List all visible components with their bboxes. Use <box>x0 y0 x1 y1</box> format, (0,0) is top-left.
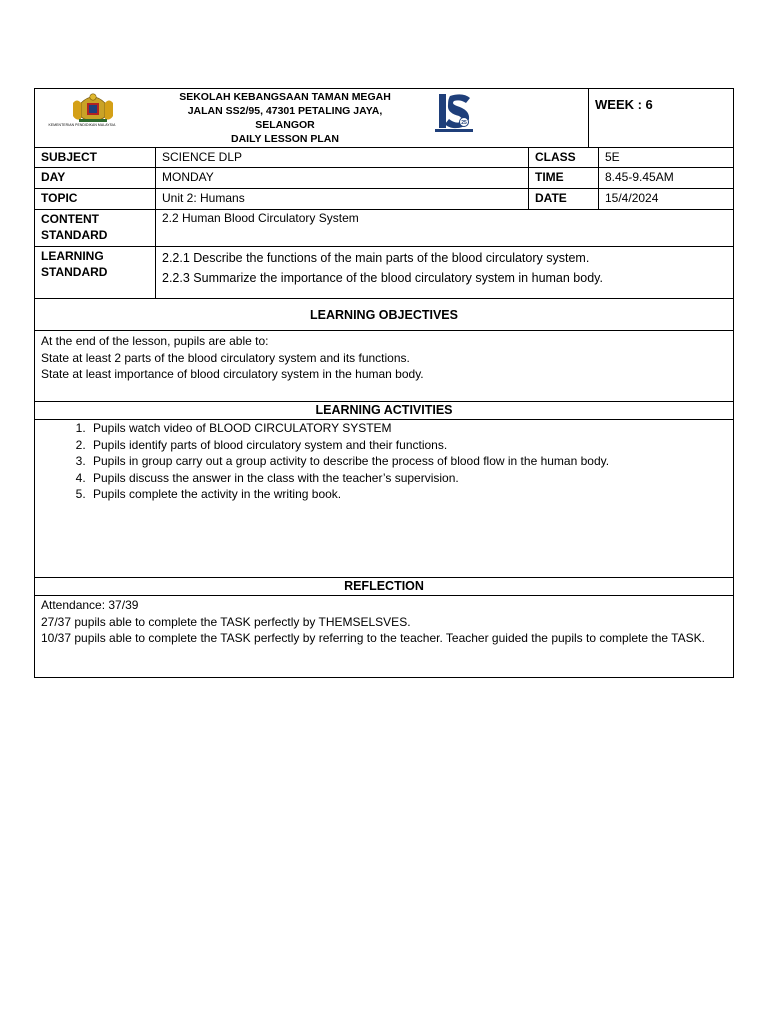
learning-activities-content <box>34 420 734 578</box>
time-label: TIME <box>528 168 598 188</box>
learning-activities-heading: LEARNING ACTIVITIES <box>34 402 734 420</box>
subject-value: SCIENCE DLP <box>155 148 528 167</box>
content-standard-row <box>34 210 734 247</box>
learning-standard-label <box>35 247 155 298</box>
date-value: 15/4/2024 <box>598 189 733 209</box>
day-row <box>34 168 734 189</box>
objective-line: State at least importance of blood circulatory system in the human body. <box>41 367 424 381</box>
date-label: DATE <box>528 189 598 209</box>
address-line-1: JALAN SS2/95, 47301 PETALING JAYA, <box>187 105 383 117</box>
reflection-content <box>34 596 734 678</box>
time-value: 8.45-9.45AM <box>598 168 733 188</box>
topic-value: Unit 2: Humans <box>155 189 528 209</box>
learning-standard-item: 2.2.3 Summarize the importance of the blood circulatory system in human body. <box>162 271 603 285</box>
activity-item: 1. Pupils watch video of BLOOD CIRCULATORY SYSTEM <box>89 420 733 437</box>
lesson-plan-document <box>34 88 734 678</box>
day-value: MONDAY <box>155 168 528 188</box>
header-row <box>34 88 734 148</box>
school-name: SEKOLAH KEBANGSAAN TAMAN MEGAH <box>179 91 391 103</box>
activity-item: 3. Pupils in group carry out a group activity to describe the process of blood flow in the human body. <box>89 453 733 470</box>
svg-text:25: 25 <box>461 120 467 126</box>
ministry-caption: KEMENTERIAN PENDIDIKAN MALAYSIA <box>48 123 116 127</box>
learning-standard-label-line-1: LEARNING <box>41 249 104 263</box>
activities-list <box>35 420 733 503</box>
topic-label: TOPIC <box>41 191 78 205</box>
reflection-line: Attendance: 37/39 <box>41 598 139 612</box>
address-line-2: SELANGOR <box>255 119 315 131</box>
learning-standard-item: 2.2.1 Describe the functions of the main parts of the blood circulatory system. <box>162 251 590 265</box>
learning-standard-value <box>155 247 733 298</box>
objective-line: At the end of the lesson, pupils are able to: <box>41 334 269 348</box>
content-standard-label-line-1: CONTENT <box>41 212 99 226</box>
subject-label: SUBJECT <box>41 150 98 164</box>
day-label: DAY <box>41 170 66 184</box>
learning-standard-row <box>34 247 734 299</box>
plan-title: DAILY LESSON PLAN <box>231 133 339 145</box>
content-standard-value: 2.2 Human Blood Circulatory System <box>155 210 733 246</box>
reflection-line: 27/37 pupils able to complete the TASK perfectly by THEMSELSVES. <box>41 614 411 629</box>
subject-row <box>34 148 734 168</box>
reflection-line: 10/37 pupils able to complete the TASK perfectly by referring to the teacher. Teacher guided the pupils to complete the TASK. <box>41 631 705 645</box>
activity-item: 2. Pupils identify parts of blood circulatory system and their functions. <box>89 437 733 454</box>
learning-standard-label-line-2: STANDARD <box>41 265 108 279</box>
content-standard-label-line-2: STANDARD <box>41 228 108 242</box>
activity-item: 4. Pupils discuss the answer in the class with the teacher’s supervision. <box>89 470 733 487</box>
learning-objectives-content <box>34 331 734 402</box>
week-cell: WEEK : 6 <box>588 89 733 147</box>
reflection-heading: REFLECTION <box>34 578 734 596</box>
content-standard-label <box>35 210 155 246</box>
class-label: CLASS <box>528 148 598 167</box>
learning-objectives-heading: LEARNING OBJECTIVES <box>34 299 734 331</box>
objective-line: State at least 2 parts of the blood circulatory system and its functions. <box>41 350 410 365</box>
class-value: 5E <box>598 148 733 167</box>
activity-item: 5. Pupils complete the activity in the writing book. <box>89 486 733 503</box>
school-header <box>140 90 430 146</box>
topic-row <box>34 189 734 210</box>
school-logo-icon <box>433 90 475 134</box>
